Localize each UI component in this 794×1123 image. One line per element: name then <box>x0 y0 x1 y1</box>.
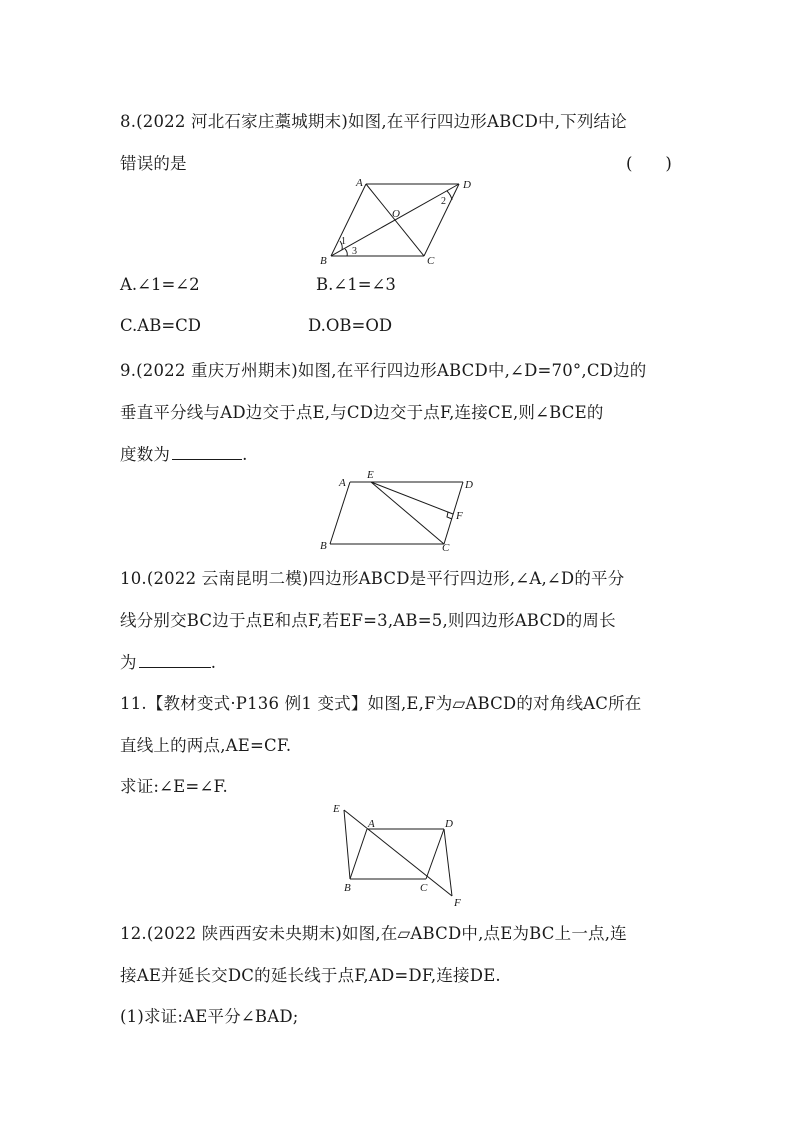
q12-text-line2: 接AE并延长交DC的延长线于点F,AD=DF,连接DE. <box>120 966 501 985</box>
q11-label-E: E <box>333 803 340 815</box>
q9-label-E: E <box>367 469 374 481</box>
q10-text-line2: 线分别交BC边于点E和点F,若EF=3,AB=5,则四边形ABCD的周长 <box>120 611 616 630</box>
q8-edge-DC <box>424 184 459 256</box>
q9-answer-blank[interactable] <box>172 445 242 460</box>
q8-angle-arc-2 <box>447 191 452 200</box>
q8-label-C: C <box>427 255 435 267</box>
q11-text-line2: 直线上的两点,AE=CF. <box>120 736 292 755</box>
q12-text-line1: 12.(2022 陕西西安未央期末)如图,在▱ABCD中,点E为BC上一点,连 <box>120 924 627 943</box>
q11-text-line3: 求证:∠E=∠F. <box>120 777 229 796</box>
q8-option-D: D.OB=OD <box>308 316 393 335</box>
q9-label-C: C <box>442 542 450 554</box>
q8-label-angle3: 3 <box>352 246 357 257</box>
q8-option-B: B.∠1=∠3 <box>316 275 396 294</box>
q8-label-angle2: 2 <box>441 196 446 207</box>
q11-label-B: B <box>344 882 351 894</box>
q9-text-line2: 垂直平分线与AD边交于点E,与CD边交于点F,连接CE,则∠BCE的 <box>120 403 604 422</box>
q10-answer-blank[interactable] <box>139 653 211 668</box>
q8-label-D: D <box>463 179 471 191</box>
q11-line-EF <box>344 810 452 896</box>
q11-label-A: A <box>368 818 375 830</box>
q11-segment-DF <box>444 829 452 896</box>
q8-option-A: A.∠1=∠2 <box>120 275 200 294</box>
q8-angle-arc-1 <box>340 241 342 250</box>
q8-text-line2: 错误的是 <box>120 154 187 173</box>
q11-label-C: C <box>420 882 428 894</box>
q9-label-B: B <box>320 540 327 552</box>
q9-segment-EC <box>371 482 444 544</box>
q9-label-A: A <box>339 477 346 489</box>
q9-edge-BA <box>330 482 350 544</box>
q8-label-A: A <box>356 177 363 189</box>
q8-label-O: O <box>392 208 400 220</box>
q9-text-line1: 9.(2022 重庆万州期末)如图,在平行四边形ABCD中,∠D=70°,CD边的 <box>120 361 647 380</box>
q8-diagonal-AC <box>366 184 424 256</box>
q8-answer-parentheses: ( ) <box>626 154 672 173</box>
q8-option-C: C.AB=CD <box>120 316 202 335</box>
q11-label-D: D <box>445 818 453 830</box>
q8-text-line1: 8.(2022 河北石家庄藁城期末)如图,在平行四边形ABCD中,下列结论 <box>120 112 627 131</box>
q11-text-line1: 11.【教材变式·P136 例1 变式】如图,E,F为▱ABCD的对角线AC所在 <box>120 694 642 713</box>
q9-line3-end: . <box>242 445 248 464</box>
q9-segment-EF <box>371 482 453 514</box>
q9-right-angle-mark <box>447 512 452 519</box>
q11-edge-BA <box>350 829 367 879</box>
q10-line3-text: 为 <box>120 653 137 672</box>
q8-label-angle1: 1 <box>341 236 346 247</box>
q9-label-D: D <box>465 479 473 491</box>
q10-line3-end: . <box>210 653 217 672</box>
q10-text-line3 <box>120 649 216 673</box>
q9-label-F: F <box>456 510 463 522</box>
q12-text-line3: (1)求证:AE平分∠BAD; <box>120 1007 299 1026</box>
q8-edge-BA <box>331 184 366 256</box>
q8-diagonal-BD <box>331 184 459 256</box>
q11-edge-DC <box>426 829 444 879</box>
q9-edge-DC <box>444 482 463 544</box>
q9-text-line3 <box>120 441 248 465</box>
q11-label-F: F <box>454 897 461 909</box>
q8-angle-arc-3 <box>345 249 347 256</box>
q9-line3-text: 度数为 <box>120 445 171 464</box>
q8-label-B: B <box>320 255 327 267</box>
q10-text-line1: 10.(2022 云南昆明二模)四边形ABCD是平行四边形,∠A,∠D的平分 <box>120 569 625 588</box>
q11-segment-EB <box>344 810 350 879</box>
